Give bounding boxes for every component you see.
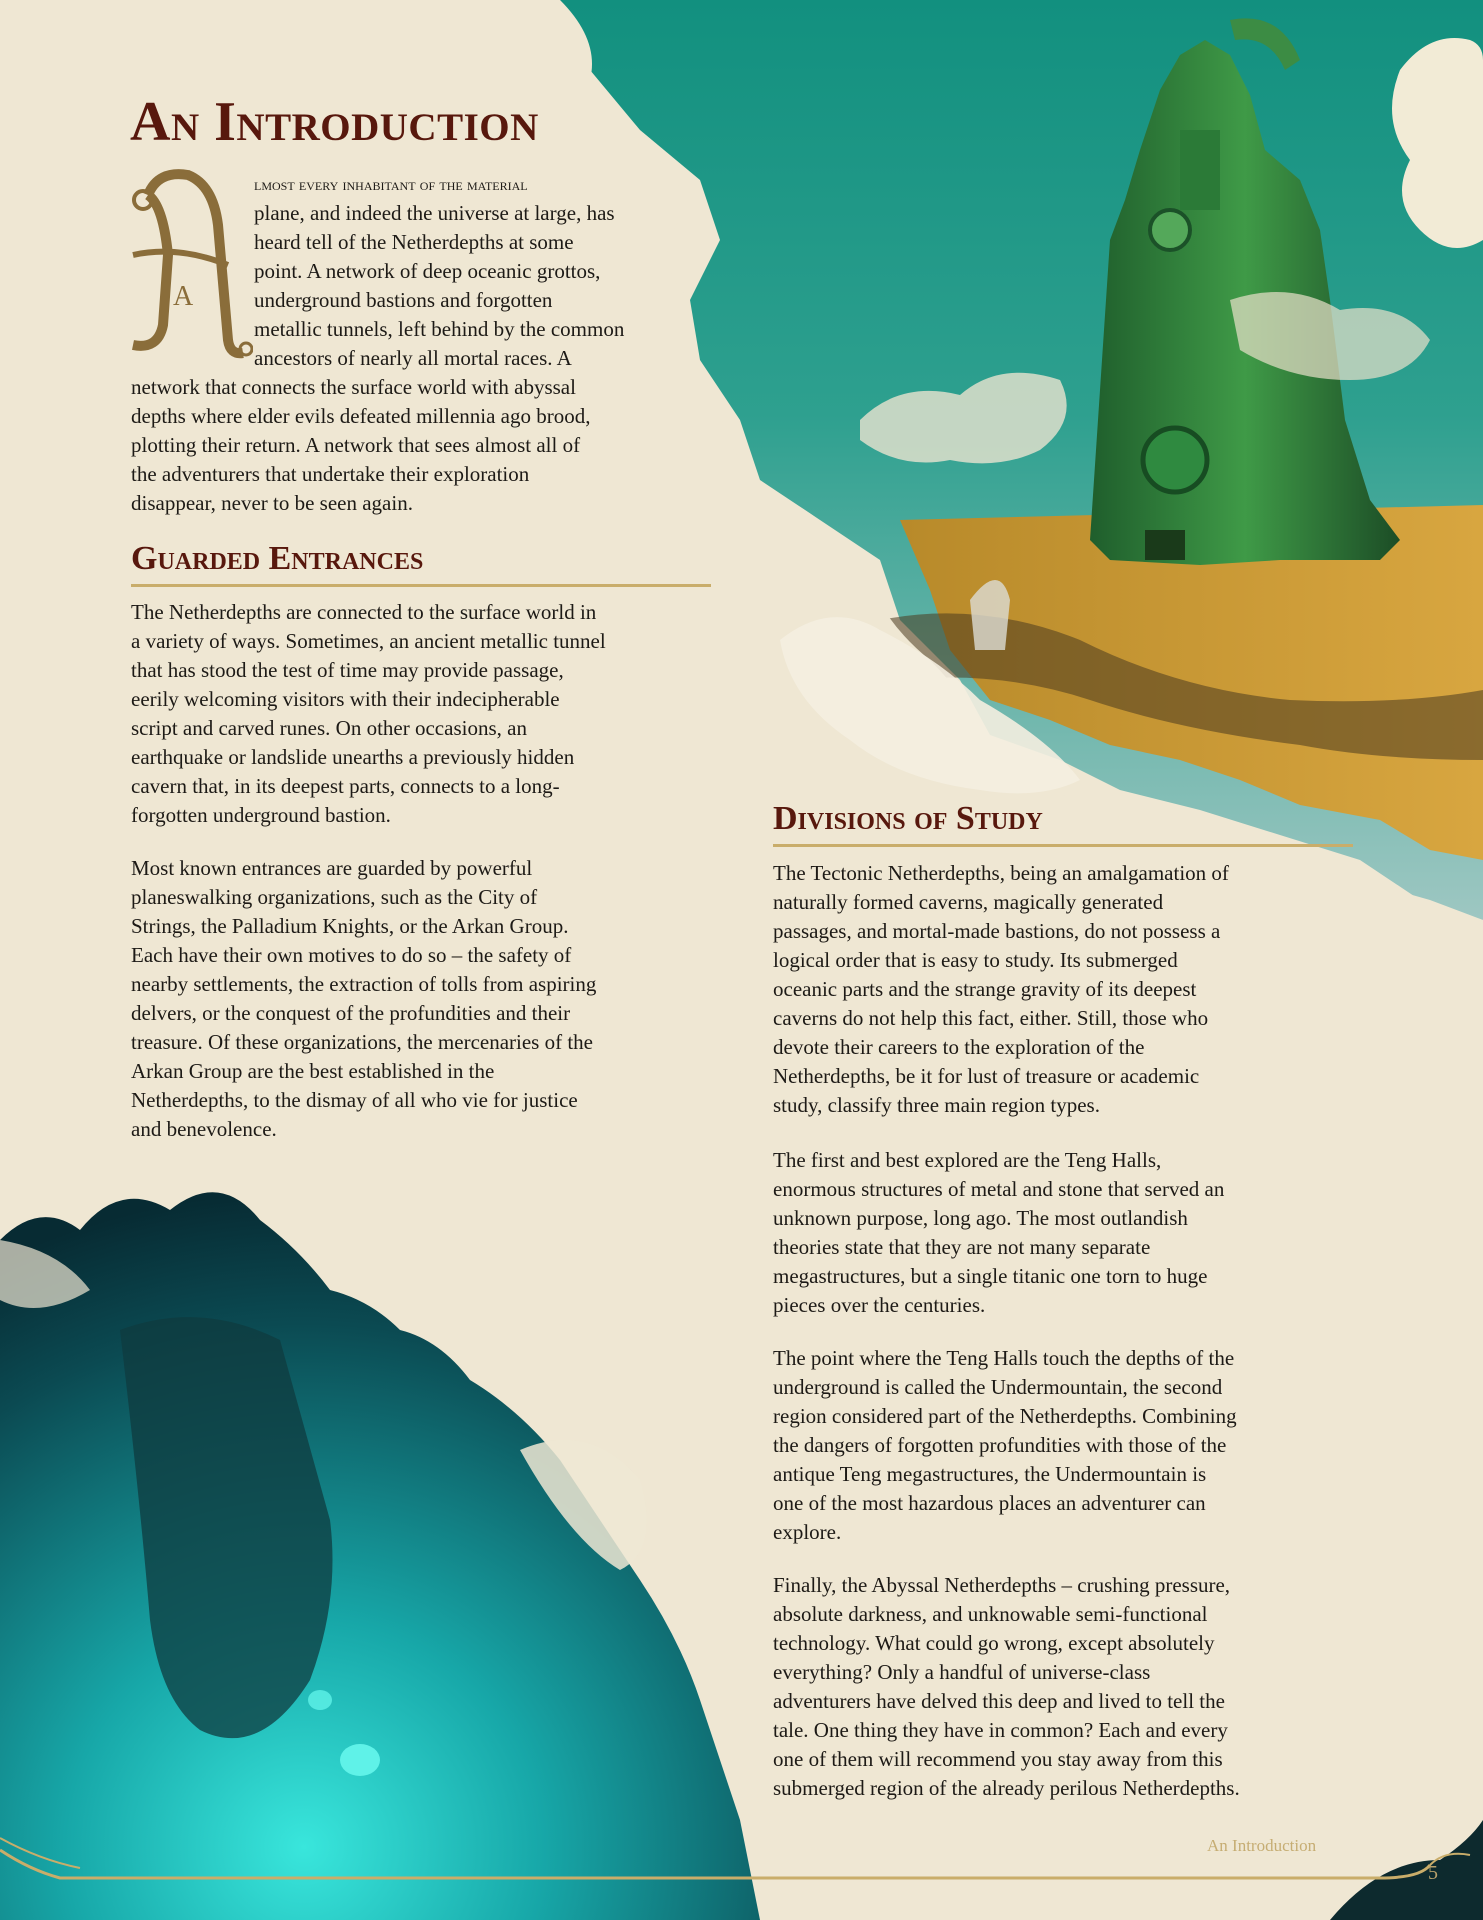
- divisions-paragraph-3: [773, 1344, 1373, 1547]
- text-line: Finally, the Abyssal Netherdepths – crushing pressure,: [773, 1573, 1231, 1597]
- text-line: adventurers have delved this deep and lived to tell the: [773, 1689, 1225, 1713]
- intro-line: point. A network of deep oceanic grottos,: [254, 259, 601, 283]
- intro-lead-line: lmost every inhabitant of the material: [254, 175, 528, 194]
- intro-line: the adventurers that undertake their exploration: [131, 462, 530, 486]
- page-title: An Introduction: [130, 91, 539, 153]
- text-line: antique Teng megastructures, the Undermountain is: [773, 1462, 1207, 1486]
- text-line: theories state that they are not many separate: [773, 1235, 1151, 1259]
- text-line: region considered part of the Netherdepths. Combining: [773, 1404, 1237, 1428]
- text-line: The Netherdepths are connected to the surface world in: [131, 600, 597, 624]
- intro-line: network that connects the surface world with abyssal: [131, 375, 576, 399]
- intro-line: underground bastions and forgotten: [254, 288, 553, 312]
- text-line: The point where the Teng Halls touch the depths of the: [773, 1346, 1235, 1370]
- text-line: a variety of ways. Sometimes, an ancient metallic tunnel: [131, 629, 606, 653]
- text-line: logical order that is easy to study. Its submerged: [773, 948, 1178, 972]
- text-line: technology. What could go wrong, except absolutely: [773, 1631, 1215, 1655]
- section-heading-guarded-entrances: Guarded Entrances: [131, 540, 424, 577]
- intro-line: depths where elder evils defeated millennia ago brood,: [131, 404, 591, 428]
- intro-line: heard tell of the Netherdepths at some: [254, 230, 574, 254]
- text-line: one of the most hazardous places an adventurer can: [773, 1491, 1206, 1515]
- text-line: study, classify three main region types.: [773, 1093, 1100, 1117]
- text-line: nearby settlements, the extraction of tolls from aspiring: [131, 972, 597, 996]
- text-line: naturally formed caverns, magically generated: [773, 890, 1164, 914]
- divisions-paragraph-4: [773, 1571, 1373, 1803]
- text-line: one of them will recommend you stay away from this: [773, 1747, 1223, 1771]
- text-line: enormous structures of metal and stone that served an: [773, 1177, 1225, 1201]
- intro-line: metallic tunnels, left behind by the common: [254, 317, 625, 341]
- text-line: delvers, or the conquest of the profundities and their: [131, 1001, 571, 1025]
- text-line: Each have their own motives to do so – the safety of: [131, 943, 572, 967]
- text-line: The first and best explored are the Teng Halls,: [773, 1148, 1162, 1172]
- text-line: megastructures, but a single titanic one torn to huge: [773, 1264, 1208, 1288]
- text-line: caverns do not help this fact, either. Still, those who: [773, 1006, 1209, 1030]
- text-line: tale. One thing they have in common? Each and every: [773, 1718, 1228, 1742]
- text-line: earthquake or landslide unearths a previously hidden: [131, 745, 575, 769]
- text-line: everything? Only a handful of universe-class: [773, 1660, 1151, 1684]
- text-line: explore.: [773, 1520, 842, 1544]
- guarded-paragraph-2: [131, 854, 731, 1144]
- text-line: Strings, the Palladium Knights, or the Arkan Group.: [131, 914, 569, 938]
- text-line: passages, and mortal-made bastions, do not possess a: [773, 919, 1221, 943]
- text-line: The Tectonic Netherdepths, being an amalgamation of: [773, 861, 1229, 885]
- page-number: 5: [1428, 1862, 1438, 1884]
- divisions-paragraph-2: [773, 1146, 1373, 1320]
- text-line: cavern that, in its deepest parts, connects to a long-: [131, 774, 560, 798]
- text-line: underground is called the Undermountain, the second: [773, 1375, 1223, 1399]
- text-line: that has stood the test of time may provide passage,: [131, 658, 564, 682]
- text-line: Netherdepths, be it for lust of treasure or academic: [773, 1064, 1200, 1088]
- intro-paragraph-lead: [254, 170, 724, 373]
- footer-section-label: An Introduction: [1207, 1836, 1317, 1855]
- text-line: forgotten underground bastion.: [131, 803, 391, 827]
- text-line: Arkan Group are the best established in the: [131, 1059, 495, 1083]
- guarded-paragraph-1: [131, 598, 731, 830]
- text-line: planeswalking organizations, such as the City of: [131, 885, 538, 909]
- text-line: unknown purpose, long ago. The most outlandish: [773, 1206, 1188, 1230]
- intro-line: ancestors of nearly all mortal races. A: [254, 346, 572, 370]
- intro-line: plane, and indeed the universe at large, has: [254, 201, 615, 225]
- text-line: eerily welcoming visitors with their indecipherable: [131, 687, 560, 711]
- text-line: oceanic parts and the strange gravity of its deepest: [773, 977, 1197, 1001]
- drop-cap-ornament: [118, 165, 253, 365]
- text-line: Netherdepths, to the dismay of all who vie for justice: [131, 1088, 578, 1112]
- drop-cap-letter: A: [173, 281, 194, 312]
- intro-line: plotting their return. A network that sees almost all of: [131, 433, 581, 457]
- section-rule: [131, 584, 711, 587]
- text-line: Most known entrances are guarded by powerful: [131, 856, 533, 880]
- text-line: devote their careers to the exploration of the: [773, 1035, 1145, 1059]
- text-line: pieces over the centuries.: [773, 1293, 986, 1317]
- text-line: absolute darkness, and unknowable semi-functional: [773, 1602, 1208, 1626]
- intro-paragraph-rest: [131, 373, 731, 518]
- section-rule: [773, 844, 1353, 847]
- divisions-paragraph-1: [773, 859, 1373, 1120]
- text-line: script and carved runes. On other occasions, an: [131, 716, 527, 740]
- intro-line: disappear, never to be seen again.: [131, 491, 413, 515]
- text-line: submerged region of the already perilous Netherdepths.: [773, 1776, 1240, 1800]
- text-line: and benevolence.: [131, 1117, 277, 1141]
- text-line: treasure. Of these organizations, the mercenaries of the: [131, 1030, 593, 1054]
- section-heading-divisions-of-study: Divisions of Study: [773, 800, 1043, 837]
- text-line: the dangers of forgotten profundities with those of the: [773, 1433, 1227, 1457]
